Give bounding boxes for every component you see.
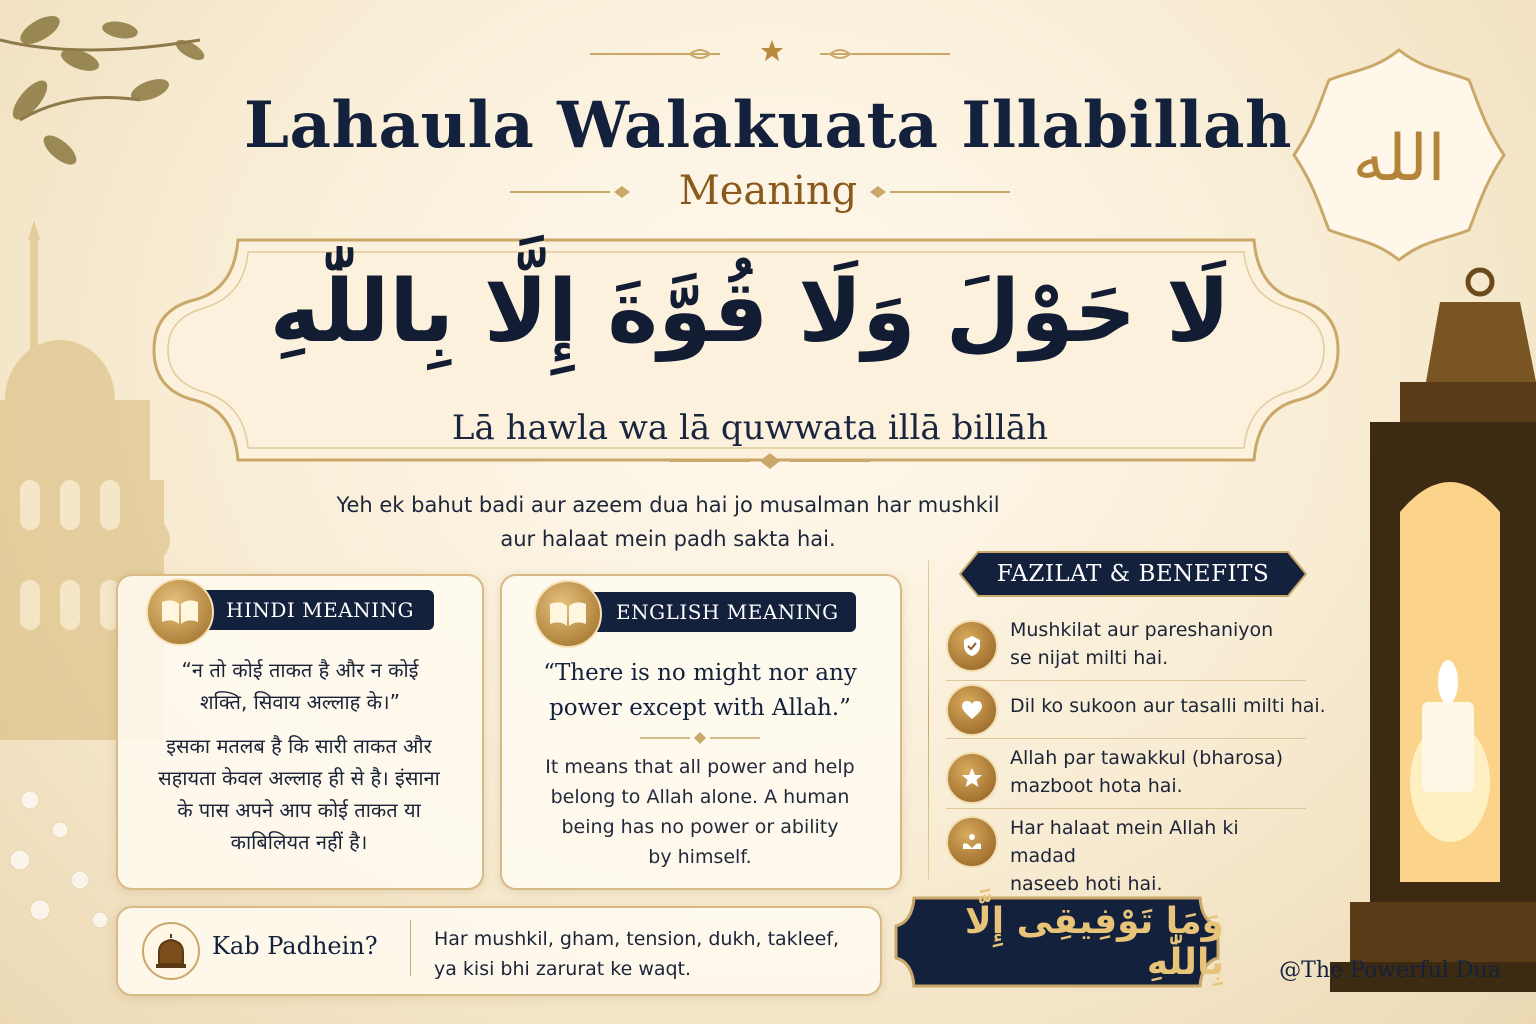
benefit-4-line-2: naseeb hoti hai. xyxy=(1010,873,1163,895)
english-explanation xyxy=(520,752,880,872)
intro-line-2: aur halaat mein padh sakta hai. xyxy=(500,527,836,551)
page-subtitle: Meaning xyxy=(678,168,858,214)
english-body-line-3: being has no power or ability xyxy=(561,816,839,838)
intro-line-1: Yeh ek bahut badi aur azeem dua hai jo musalman har mushkil xyxy=(336,493,1000,517)
intro-text xyxy=(300,488,1036,556)
kab-padhein-text xyxy=(434,924,864,984)
mosque-icon xyxy=(142,922,200,980)
kab-line-2: ya kisi bhi zarurat ke waqt. xyxy=(434,958,692,980)
page-title: Lahaula Walakuata Illabillah xyxy=(244,88,1292,163)
english-quote-line-2: power except with Allah.” xyxy=(549,695,851,721)
benefit-separator xyxy=(946,808,1306,809)
arabic-badge-text: وَمَا تَوْفِيقِى إِلَّا بِاللّٰهِ xyxy=(964,901,1224,983)
top-ornament xyxy=(590,44,950,64)
dua-transliteration: Lā hawla wa lā quwwata illā billāh xyxy=(451,408,1049,448)
hindi-quote-line-1: “न तो कोई ताकत है और न कोई xyxy=(181,658,419,682)
book-icon xyxy=(146,578,214,646)
benefit-2-line-1: Dil ko sukoon aur tasalli milti hai. xyxy=(1010,695,1326,717)
english-body-line-2: belong to Allah alone. A human xyxy=(550,786,850,808)
banner-ornament xyxy=(670,452,870,470)
benefit-item-3 xyxy=(1010,744,1310,800)
english-meaning-label: ENGLISH MEANING xyxy=(586,592,856,632)
benefit-3-line-2: mazboot hota hai. xyxy=(1010,775,1183,797)
benefit-1-line-1: Mushkilat aur pareshaniyon xyxy=(1010,619,1274,641)
english-body-line-1: It means that all power and help xyxy=(545,756,855,778)
heart-icon xyxy=(946,684,998,736)
kab-separator xyxy=(410,920,411,976)
shield-check-icon xyxy=(946,620,998,672)
hindi-body-line-3: के पास अपने आप कोई ताकत या xyxy=(177,798,421,822)
hindi-meaning-label: HINDI MEANING xyxy=(196,590,434,630)
benefit-item-2 xyxy=(1010,692,1330,720)
lantern-illustration xyxy=(1330,262,1536,992)
hindi-body-line-4: काबिलियत नहीं है। xyxy=(230,830,368,854)
star-icon xyxy=(946,752,998,804)
hindi-body-line-1: इसका मतलब है कि सारी ताकत और xyxy=(166,734,432,758)
benefit-1-line-2: se nijat milti hai. xyxy=(1010,647,1169,669)
benefit-4-line-1: Har halaat mein Allah ki madad xyxy=(1010,817,1239,867)
hindi-body-line-2: सहायता केवल अल्लाह ही से है। इंसाना xyxy=(158,766,440,790)
kab-padhein-label: Kab Padhein? xyxy=(212,932,378,960)
helping-hands-icon xyxy=(946,816,998,868)
english-body-line-4: by himself. xyxy=(648,846,752,868)
english-quote-line-1: “There is no might nor any xyxy=(543,660,857,686)
english-ornament xyxy=(640,730,760,746)
hindi-quote xyxy=(130,654,470,718)
benefit-3-line-1: Allah par tawakkul (bharosa) xyxy=(1010,747,1284,769)
book-icon xyxy=(534,580,602,648)
subtitle-ornament-right xyxy=(860,184,1010,200)
benefit-item-4 xyxy=(1010,814,1310,898)
medallion-calligraphy: الله xyxy=(1352,122,1446,196)
section-divider xyxy=(928,560,929,880)
benefit-separator xyxy=(946,738,1306,739)
fazilat-heading: FAZILAT & BENEFITS xyxy=(996,561,1270,587)
english-quote xyxy=(520,656,880,726)
dua-arabic-text: لَا حَوْلَ وَلَا قُوَّةَ إِلَّا بِاللّٰهِ xyxy=(269,262,1231,362)
hindi-explanation xyxy=(124,730,474,858)
benefit-separator xyxy=(946,680,1306,681)
hindi-quote-line-2: शक्ति, सिवाय अल्लाह के।” xyxy=(200,690,400,714)
kab-line-1: Har mushkil, gham, tension, dukh, takleef, xyxy=(434,928,840,950)
benefit-item-1 xyxy=(1010,616,1310,672)
brand-handle: @The Powerful Dua xyxy=(1279,958,1501,983)
